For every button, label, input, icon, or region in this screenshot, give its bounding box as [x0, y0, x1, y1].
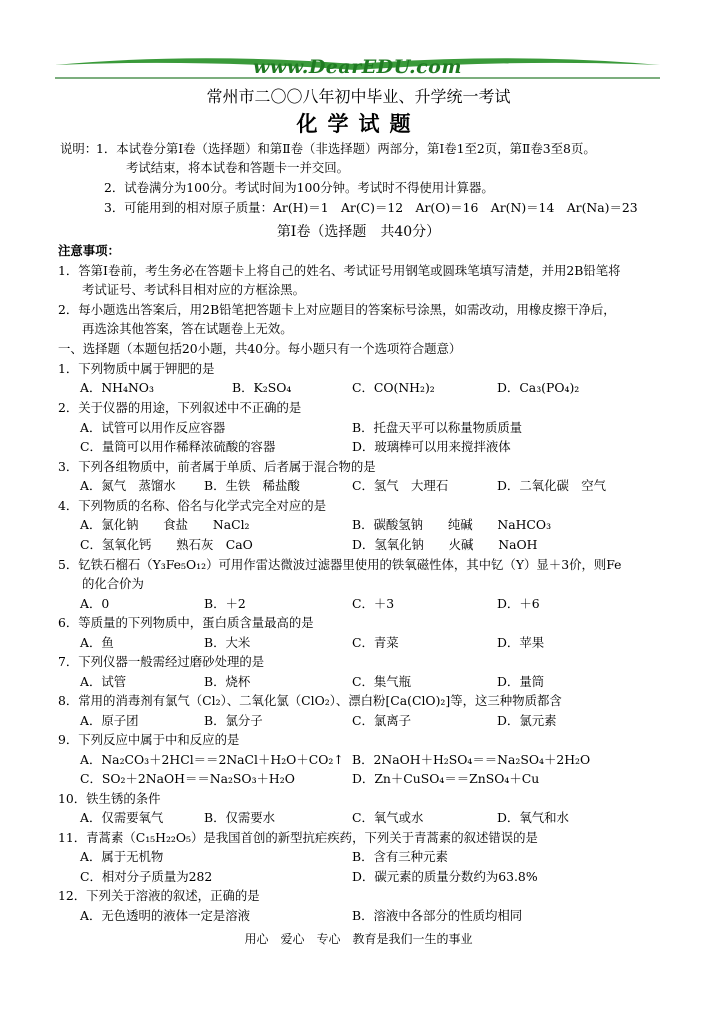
question-6-option-b: B．大米: [204, 635, 251, 650]
question-3-option-b: B．生铁 稀盐酸: [204, 478, 300, 493]
question-4-option-c: C．氢氧化钙 熟石灰 CaO: [80, 537, 253, 552]
page-footer: 用心 爱心 专心 教育是我们一生的事业: [244, 932, 473, 946]
question-1-option-c: C．CO(NH₂)₂: [352, 380, 435, 395]
question-4-option-d: D．氢氧化钠 火碱 NaOH: [352, 537, 538, 552]
subject-title: 化学试题: [296, 111, 421, 136]
question-1-option-a: A．NH₄NO₃: [80, 380, 154, 395]
note-1: 1．答第Ⅰ卷前，考生务必在答题卡上将自己的姓名、考试证号用钢笔或圆珠笔填写清楚，并用2B铅笔将: [58, 263, 621, 278]
question-1-option-b: B．K₂SO₄: [232, 380, 292, 395]
question-2-stem: 2．关于仪器的用途，下列叙述中不正确的是: [58, 400, 302, 415]
instruction-3: 3．可能用到的相对原子质量：Ar(H)＝1 Ar(C)＝12 Ar(O)＝16 Ar(N)＝14 Ar(Na)＝23: [104, 200, 638, 215]
question-7-option-d: D．量筒: [497, 674, 545, 689]
instruction-2: 2．试卷满分为100分。考试时间为100分钟。考试时不得使用计算器。: [104, 180, 494, 195]
site-url: www.DearEDU.com: [253, 56, 462, 78]
question-6-option-d: D．苹果: [497, 635, 545, 650]
question-2-option-a: A．试管可以用作反应容器: [80, 420, 226, 435]
question-10-option-b: B．仅需要水: [204, 810, 276, 825]
question-4-option-a: A．氯化钠 食盐 NaCl₂: [80, 517, 250, 532]
question-10-stem: 10．铁生锈的条件: [58, 791, 161, 806]
question-5-option-a: A．0: [80, 596, 110, 611]
question-4-stem: 4．下列物质的名称、俗名与化学式完全对应的是: [58, 498, 327, 513]
question-7-option-c: C．集气瓶: [352, 674, 412, 689]
instruction-1-cont: 考试结束，将本试卷和答题卡一并交回。: [126, 160, 350, 175]
notes-title: 注意事项：: [58, 243, 120, 258]
question-8-option-a: A．原子团: [80, 713, 139, 728]
section-1-title: 第Ⅰ卷（选择题 共40分）: [276, 224, 441, 240]
part-1-header: 一、选择题（本题包括20小题，共40分。每小题只有一个选项符合题意）: [58, 341, 462, 356]
question-11-option-d: D．碳元素的质量分数约为63.8%: [352, 869, 538, 884]
question-8-option-b: B．氯分子: [204, 713, 263, 728]
question-2-option-d: D．玻璃棒可以用来搅拌液体: [352, 439, 511, 454]
question-6-option-c: C．青菜: [352, 635, 399, 650]
question-3-option-d: D．二氧化碳 空气: [497, 478, 607, 493]
question-11-stem: 11．青蒿素（C₁₅H₂₂O₅）是我国首创的新型抗疟疾药，下列关于青蒿素的叙述错误的是: [58, 830, 538, 845]
question-10-option-a: A．仅需要氧气: [80, 810, 164, 825]
question-5-stem-cont: 的化合价为: [82, 576, 144, 591]
instruction-1: 1．本试卷分第Ⅰ卷（选择题）和第Ⅱ卷（非选择题）两部分，第Ⅰ卷1至2页，第Ⅱ卷3至8页。: [96, 141, 596, 156]
question-3-option-a: A．氮气 蒸馏水: [80, 478, 176, 493]
question-6-option-a: A．鱼: [80, 635, 114, 650]
question-2-option-b: B．托盘天平可以称量物质质量: [352, 420, 523, 435]
note-1-cont: 考试证号、考试科目相对应的方框涂黑。: [82, 282, 306, 297]
question-1-stem: 1．下列物质中属于钾肥的是: [58, 361, 215, 376]
question-5-stem: 5．钇铁石榴石（Y₃Fe₅O₁₂）可用作雷达微波过滤器里使用的铁氧磁性体，其中钇（Y）显＋3价，则Fe: [58, 557, 622, 572]
exam-title: 常州市二〇〇八年初中毕业、升学统一考试: [206, 87, 511, 106]
question-8-stem: 8．常用的消毒剂有氯气（Cl₂）、二氧化氯（ClO₂）、漂白粉[Ca(ClO)₂]等，这三种物质都含: [58, 693, 562, 708]
note-2-cont: 再选涂其他答案，答在试题卷上无效。: [82, 321, 293, 336]
question-3-stem: 3．下列各组物质中，前者属于单质、后者属于混合物的是: [58, 459, 376, 474]
question-9-option-d: D．Zn＋CuSO₄＝＝ZnSO₄＋Cu: [352, 771, 540, 786]
question-1-option-d: D．Ca₃(PO₄)₂: [497, 380, 580, 395]
question-10-option-d: D．氧气和水: [497, 810, 569, 825]
question-5-option-d: D．＋6: [497, 596, 540, 611]
question-11-option-b: B．含有三种元素: [352, 849, 448, 864]
question-7-stem: 7．下列仪器一般需经过磨砂处理的是: [58, 654, 265, 669]
question-8-option-d: D．氯元素: [497, 713, 557, 728]
question-12-option-b: B．溶液中各部分的性质均相同: [352, 908, 523, 923]
question-9-stem: 9．下列反应中属于中和反应的是: [58, 732, 240, 747]
question-5-option-b: B．＋2: [204, 596, 246, 611]
question-5-option-c: C．＋3: [352, 596, 395, 611]
question-12-option-a: A．无色透明的液体一定是溶液: [80, 908, 251, 923]
question-9-option-c: C．SO₂＋2NaOH＝＝Na₂SO₃＋H₂O: [80, 771, 295, 786]
question-12-stem: 12．下列关于溶液的叙述，正确的是: [58, 888, 260, 903]
question-6-stem: 6．等质量的下列物质中，蛋白质含量最高的是: [58, 615, 314, 630]
question-4-option-b: B．碳酸氢钠 纯碱 NaHCO₃: [352, 517, 552, 532]
question-11-option-c: C．相对分子质量为282: [80, 869, 213, 884]
question-7-option-a: A．试管: [80, 674, 127, 689]
question-10-option-c: C．氧气或水: [352, 810, 424, 825]
question-11-option-a: A．属于无机物: [80, 849, 164, 864]
site-logo: [55, 50, 660, 82]
question-2-option-c: C．量筒可以用作稀释浓硫酸的容器: [80, 439, 276, 454]
question-8-option-c: C．氯离子: [352, 713, 412, 728]
question-9-option-a: A．Na₂CO₃＋2HCl＝＝2NaCl＋H₂O＋CO₂↑: [80, 752, 344, 767]
question-9-option-b: B．2NaOH＋H₂SO₄＝＝Na₂SO₄＋2H₂O: [352, 752, 591, 767]
question-3-option-c: C．氢气 大理石: [352, 478, 449, 493]
question-7-option-b: B．烧杯: [204, 674, 251, 689]
note-2: 2．每小题选出答案后，用2B铅笔把答题卡上对应题目的答案标号涂黑，如需改动，用橡皮擦干净后，: [58, 302, 616, 317]
instructions-label: 说明：: [60, 141, 98, 156]
